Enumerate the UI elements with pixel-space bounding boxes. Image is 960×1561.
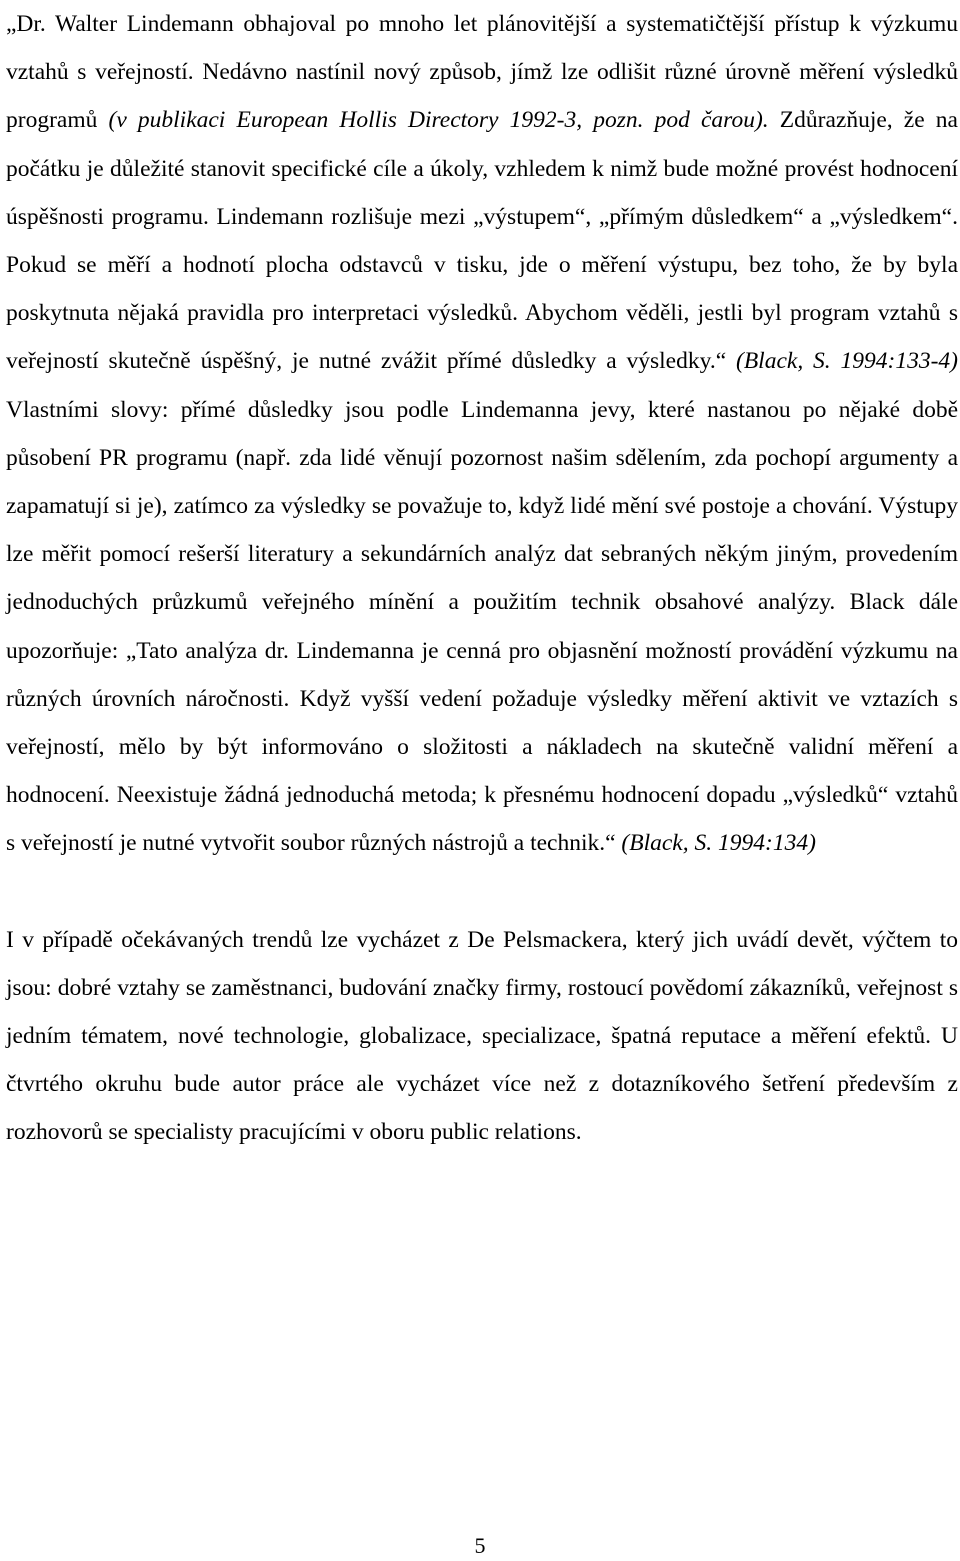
text-segment: Vlastními slovy: přímé důsledky jsou podle Lindemanna jevy, které nastanou po nějaké době působení PR programu (např. zda lidé věnují pozornost našim sdělením, zda pochopí argumenty a zapamatují si je), zatímco za výsledky se považuje to, když lidé mění své postoje a chování. Výstupy lze měřit pomocí rešerší literatury a sekundárních analýz dat sebraných někým jiným, provedením jednoduchých průzkumů veřejného mínění a použitím technik obsahové analýzy. Black dále upozorňuje: „Tato analýza dr. Lindemanna je cenná pro objasnění možností provádění výzkumu na různých úrovních náročnosti. Když vyšší vedení požaduje výsledky měření aktivit ve vztazích s veřejností, mělo by být informováno o složitosti a nákladech na skutečně validní měření a hodnocení. Neexistuje žádná jednoduchá metoda; k přesnému hodnocení dopadu „výsledků“ vztahů s veřejností je nutné vytvořit soubor různých nástrojů a technik.“ [6, 396, 958, 857]
page-number: 5 [474, 1533, 486, 1558]
document-page [6, 0, 958, 1157]
text-segment: Zdůrazňuje, že na počátku je důležité stanovit specifické cíle a úkoly, vzhledem k nimž bude možné provést hodnocení úspěšnosti programu. Lindemann rozlišuje mezi „výstupem“, „přímým důsledkem“ a „výsledkem“. Pokud se měří a hodnotí plocha odstavců v tisku, jde o měření výstupu, bez toho, že by byla poskytnuta nějaká pravidla pro interpretaci výsledků. Abychom věděli, jestli byl program vztahů s veřejností skutečně úspěšný, je nutné zvážit přímé důsledky a výsledky.“ [6, 107, 958, 375]
citation-italic: (Black, S. 1994:133-4) [736, 348, 958, 375]
text-segment: „Dr. Walter Lindemann obhajoval po mnoho let plánovitější a systematičtější přístup k výzkumu vztahů s veřejností. Nedávno nastínil nový způsob, jímž lze odlišit různé úrovně měření výsledků programů [6, 11, 958, 134]
paragraph-trends [6, 916, 958, 1157]
text-segment: I v případě očekávaných trendů lze vycházet z De Pelsmackera, který jich uvádí devět, výčtem to jsou: dobré vztahy se zaměstnanci, budování značky firmy, rostoucí povědomí zákazníků, veřejnost s jedním tématem, nové technologie, globalizace, specializace, špatná reputace a měření efektů. U čtvrtého okruhu bude autor práce ale vycházet více než z dotazníkového šetření především z rozhovorů se specialisty pracujícími v oboru public relations. [6, 926, 958, 1146]
citation-italic: (Black, S. 1994:134) [621, 830, 816, 857]
citation-italic: (v publikaci European Hollis Directory 1992-3, pozn. pod čarou). [108, 107, 769, 134]
paragraph-lindemann [6, 0, 958, 868]
